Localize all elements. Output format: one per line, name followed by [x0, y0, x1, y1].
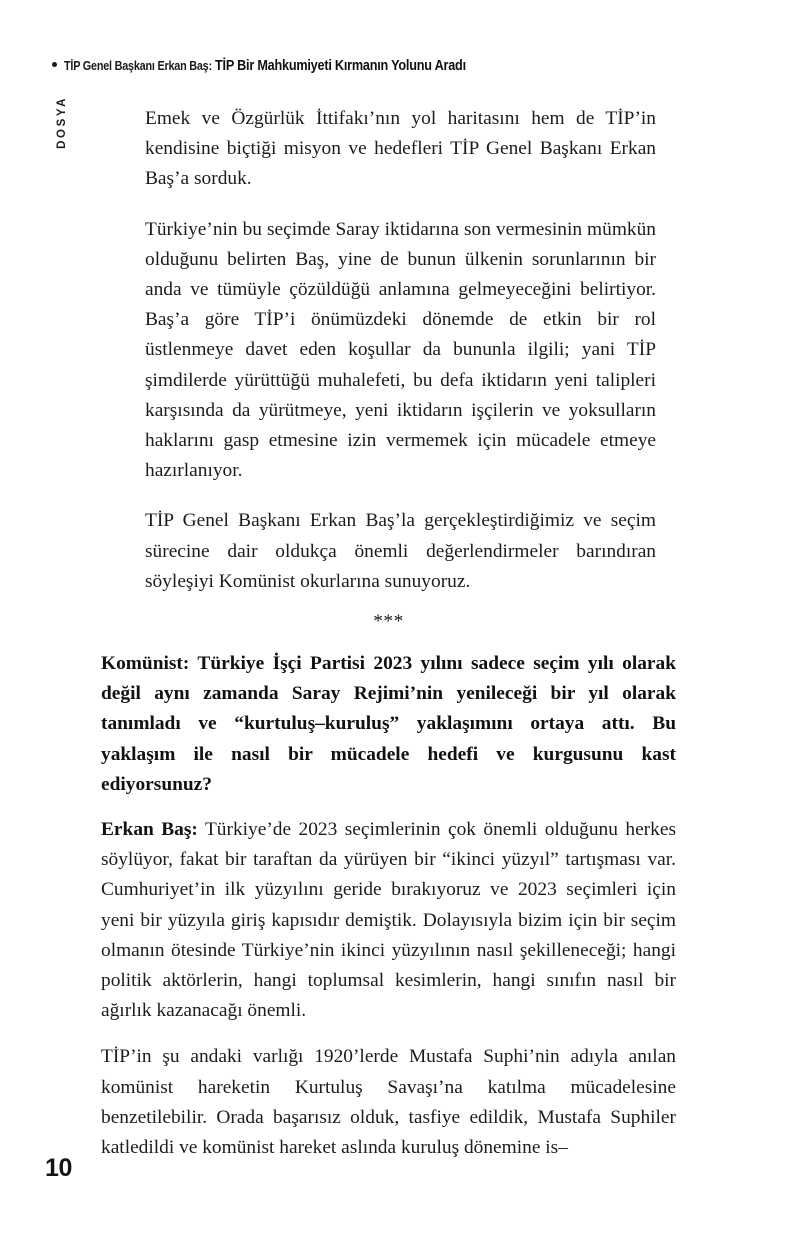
question-speaker-label: Komünist: — [101, 653, 190, 675]
interview-answer-1-paragraph-2: TİP’in şu andaki varlığı 1920’lerde Mustafa Suphi’nin adıyla anılan komünist hareketin Kurtuluş Savaşı’na katılma mücadelesine benzetilebilir. Orada başarısız olduk, tasfiye edildik, Mustafa Suphiler katledildi ve komünist hareket aslında kuruluş dönemine is– — [101, 1046, 676, 1159]
answer-text-1: Türkiye’de 2023 seçimlerinin çok önemli olduğunu herkes söylüyor, fakat bir taraftan da yürüyen bir “ikinci yüzyıl” tartışması var. Cumhuriyet’in ilk yüzyılını geride bırakıyoruz ve 2023 seçimleri için yeni bir yüzyıla giriş kapısıdır demiştik. Dolayısıyla bizim için bir seçim olmanın ötesinde Türkiye’nin ikinci yüzyılının nasıl şekilleneceği; hangi politik aktörlerin, hangi toplumsal kesimlerin, hangi sınıfın nasıl bir ağırlık kazanacağı önemli. — [101, 819, 676, 1022]
interview-question-1 — [101, 649, 676, 800]
text-column — [101, 104, 676, 1179]
bullet-dot-icon — [52, 62, 57, 67]
running-header-kicker: TİP Genel Başkanı Erkan Baş: — [64, 59, 212, 73]
running-header — [52, 58, 500, 74]
interview-answer-1-paragraph-1 — [101, 815, 676, 1026]
intro-paragraph-3: TİP Genel Başkanı Erkan Baş’la gerçekleştirdiğimiz ve seçim sürecine dair oldukça önemli değerlendirmeler barındıran söyleşiyi Komünist okurlarına sunuyoruz. — [145, 510, 656, 592]
section-tab-label: DOSYA — [56, 96, 68, 149]
intro-paragraph-2: Türkiye’nin bu seçimde Saray iktidarına son vermesinin mümkün olduğunu belirten Baş, yine de bunun ülkenin sorunlarının bir anda ve tümüyle çözüldüğü anlamına gelmeyeceğini belirtiyor. Baş’a göre TİP’i önümüzdeki dönemde de etkin bir rol üstlenmeye davet eden koşullar da bununla ilgili; yani TİP şimdilerde yürüttüğü muhalefeti, bu defa iktidarın yeni talipleri karşısında da yürütmeye, yeni iktidarın işçilerin ve yoksulların haklarını gasp etmesine izin vermemek için mücadele etmeye hazırlanıyor. — [145, 218, 656, 482]
question-text: Türkiye İşçi Partisi 2023 yılını sadece seçim yılı olarak değil aynı zamanda Saray Rejimi’nin yenileceği bir yıl olarak tanımladı ve “kurtuluş–kuruluş” yaklaşımını ortaya attı. Bu yaklaşım ile nasıl bir mücadele hedefi ve kurgusunu kast ediyorsunuz? — [101, 653, 676, 795]
section-tab — [49, 96, 75, 200]
answer-speaker-label: Erkan Baş: — [101, 819, 198, 841]
section-divider: *** — [373, 611, 404, 633]
running-header-title: TİP Bir Mahkumiyeti Kırmanın Yolunu Aradı — [214, 58, 466, 74]
intro-paragraph-1: Emek ve Özgürlük İttifakı’nın yol haritasını hem de TİP’in kendisine biçtiği misyon ve hedefleri TİP Genel Başkanı Erkan Baş’a sorduk. — [145, 108, 656, 190]
page-number: 10 — [45, 1154, 73, 1182]
